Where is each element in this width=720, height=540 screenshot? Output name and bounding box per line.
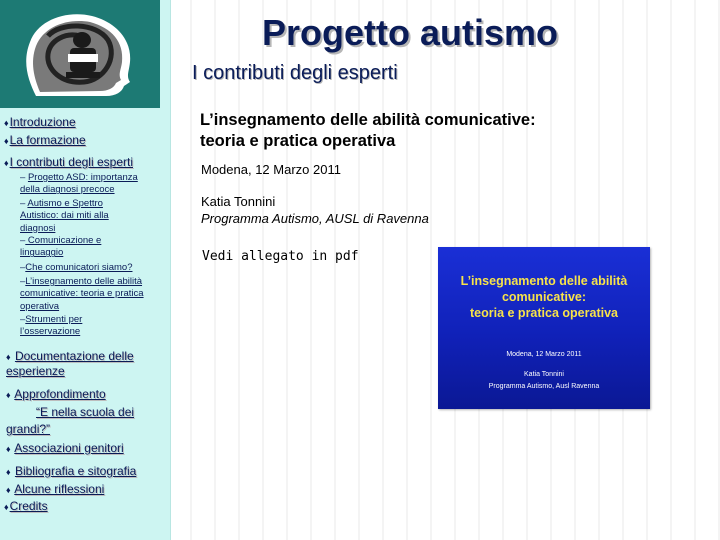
subnav-link[interactable]: Che comunicatori siamo? bbox=[25, 262, 133, 273]
subnav-link[interactable]: Autistico: dai miti alla bbox=[20, 210, 109, 222]
diamond-bullet-icon: ♦ bbox=[6, 352, 11, 362]
thumbnail-author: Katia Tonnini bbox=[524, 371, 564, 378]
nav-item-credits[interactable] bbox=[4, 499, 48, 513]
nav-item-associazioni[interactable] bbox=[6, 441, 124, 455]
nav-link-approfondimento[interactable]: Approfondimento bbox=[14, 387, 106, 401]
lecture-heading: L’insegnamento delle abilità comunicative: teoria e pratica operativa bbox=[200, 111, 536, 150]
diamond-bullet-icon: ♦ bbox=[6, 485, 11, 495]
subnav-item-comunicatori[interactable]: –Che comunicatori siamo? bbox=[20, 262, 133, 273]
subnav-item-comunicazione[interactable]: – Comunicazione e linguaggio bbox=[20, 235, 102, 259]
subnav-item-spettro-autistico[interactable]: – Autismo e Spettro Autistico: dai miti alla diagnosi bbox=[20, 198, 109, 234]
nav-link-formazione[interactable]: La formazione bbox=[9, 133, 86, 147]
nav-item-bibliografia[interactable] bbox=[6, 464, 136, 478]
diamond-bullet-icon: ♦ bbox=[4, 136, 9, 146]
diamond-bullet-icon: ♦ bbox=[4, 502, 9, 512]
subnav-link[interactable]: diagnosi bbox=[20, 222, 56, 234]
subnav-link[interactable]: L’insegnamento delle abilità bbox=[25, 276, 143, 287]
page-title: Progetto autismo bbox=[262, 12, 559, 53]
nav-item-introduzione[interactable] bbox=[4, 115, 76, 129]
speaker-name: Katia Tonnini bbox=[201, 194, 276, 209]
pdf-attachment-note: Vedi allegato in pdf bbox=[202, 249, 359, 264]
subnav-link[interactable]: comunicative: teoria e pratica bbox=[20, 288, 144, 300]
subnav-link[interactable]: Autismo e Spettro bbox=[27, 198, 103, 209]
subnav-link[interactable]: Comunicazione e bbox=[25, 235, 102, 246]
subnav-link[interactable]: l’osservazione bbox=[20, 326, 81, 338]
subnav-link[interactable]: Strumenti per bbox=[25, 314, 83, 325]
nav-item-formazione[interactable] bbox=[4, 133, 86, 147]
subnav-item-strumenti[interactable]: –Strumenti per l’osservazione bbox=[20, 314, 83, 338]
thumbnail-title: L’insegnamento delle abilità comunicative: teoria e pratica operativa bbox=[460, 274, 628, 320]
subnav-link[interactable]: linguaggio bbox=[20, 247, 64, 259]
speaker-affiliation: Programma Autismo, AUSL di Ravenna bbox=[201, 211, 429, 226]
lecture-date: Modena, 12 Marzo 2011 bbox=[201, 162, 341, 177]
nav-link-bibliografia[interactable]: Bibliografia e sitografia bbox=[14, 464, 137, 478]
diamond-bullet-icon: ♦ bbox=[4, 118, 9, 128]
nav-item-approfondimento[interactable] bbox=[6, 386, 161, 438]
nav-item-riflessioni[interactable] bbox=[6, 482, 104, 496]
nav-link-contributi[interactable]: I contributi degli esperti bbox=[9, 155, 133, 169]
diamond-bullet-icon: ♦ bbox=[6, 467, 11, 477]
subnav-item-diagnosi-precoce[interactable]: – Progetto ASD: importanza della diagnosi precoce bbox=[20, 172, 138, 196]
subnav-link[interactable]: Progetto ASD: importanza bbox=[27, 172, 138, 183]
thumbnail-affiliation: Programma Autismo, Ausl Ravenna bbox=[488, 383, 600, 390]
nav-link-introduzione[interactable]: Introduzione bbox=[9, 115, 76, 129]
diamond-bullet-icon: ♦ bbox=[6, 390, 11, 400]
subnav-link[interactable]: operativa bbox=[20, 300, 60, 312]
nav-link-documentazione[interactable]: Documentazione delle esperienze bbox=[6, 349, 134, 378]
diamond-bullet-icon: ♦ bbox=[4, 158, 9, 168]
page-subtitle: I contributi degli esperti bbox=[192, 62, 398, 84]
nav-link-riflessioni[interactable]: Alcune riflessioni bbox=[14, 482, 105, 496]
head-illustration-icon bbox=[0, 0, 160, 108]
nav-link-associazioni[interactable]: Associazioni genitori bbox=[14, 441, 124, 455]
pdf-thumbnail[interactable] bbox=[438, 247, 650, 409]
subnav-item-insegnamento[interactable]: –L’insegnamento delle abilità comunicative: teoria e pratica operativa bbox=[20, 276, 144, 312]
subnav-link[interactable]: della diagnosi precoce bbox=[20, 184, 115, 196]
nav-item-documentazione[interactable] bbox=[6, 349, 156, 378]
thumbnail-date: Modena, 12 Marzo 2011 bbox=[506, 351, 582, 358]
nav-item-contributi[interactable] bbox=[4, 155, 133, 169]
logo-image bbox=[0, 0, 160, 108]
nav-link-scuola-grandi[interactable]: “E nella scuola dei grandi?” bbox=[6, 405, 135, 436]
nav-link-credits[interactable]: Credits bbox=[9, 499, 48, 513]
diamond-bullet-icon: ♦ bbox=[6, 444, 11, 454]
